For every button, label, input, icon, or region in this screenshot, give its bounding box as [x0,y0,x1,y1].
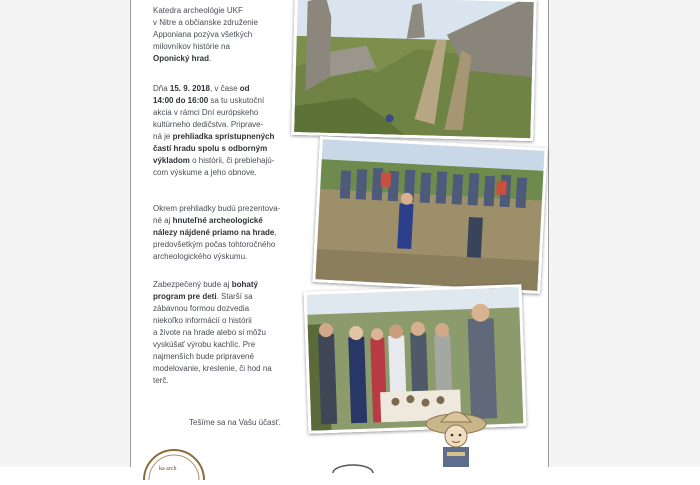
event-time: 14:00 do 16:00 [153,96,209,105]
intro-line: v Nitre a občianske združenie [153,18,258,27]
time-from-label: od [239,84,250,93]
intro-line: milovníkov histórie na [153,42,230,51]
svg-text:ka arch: ka arch [159,466,177,472]
program-highlight: bohatý [231,280,258,289]
tour-highlight: prehliadka sprístupnených [172,132,275,141]
program-text: niekoľko informácií o histórii [153,316,252,325]
program-text: terč. [153,376,169,385]
intro-line: Katedra archeológie UKF [153,6,243,15]
date-text: , v čase [209,84,240,93]
tour-group-photo [312,136,547,294]
program-text: Zabezpečený bude aj [153,280,232,289]
finds-highlight: hnuteľné archeologické [172,216,263,225]
finds-text: Okrem prehliadky budú prezentova- [153,204,281,213]
program-text: zábavnou formou dozvedia [153,304,250,313]
finds-text: né aj [153,216,173,225]
left-margin [0,0,130,467]
date-text: o histórii, či prebiehajú- [189,156,275,165]
closing-line: Tešíme sa na Vašu účasť. [189,418,281,427]
children-program-photo [304,284,527,434]
program-text: a živote na hrade alebo si môžu [153,328,266,337]
date-text: Dňa [153,84,170,93]
finds-highlight: nálezy nájdené priamo na hrade [153,228,275,237]
program-text: modelovanie, kreslenie, či hod na [153,364,272,373]
date-text: com výskume a jeho obnove. [153,168,257,177]
date-text: kultúrneho dedičstva. Priprave- [153,120,264,129]
organizer-logo [139,450,209,480]
punctuation: , [274,228,277,237]
program-text: vyskúšať výrobu kachlíc. Pre [153,340,256,349]
program-text: . Starší sa [216,292,253,301]
date-text: sa tu uskutoční [208,96,265,105]
date-paragraph [153,83,313,179]
program-highlight: program pre deti [153,292,217,301]
date-text: akcia v rámci Dní európskeho [153,108,259,117]
intro-line: Apponiana pozýva všetkých [153,30,253,39]
castle-ruins-photo [291,0,537,141]
tour-highlight: výkladom [153,156,190,165]
date-text: ná je [153,132,173,141]
program-text: najmenších bude pripravené [153,352,254,361]
punctuation: . [209,54,212,63]
knight-figure-illustration [423,406,489,467]
castle-name: Oponický hrad [153,54,210,63]
event-date: 15. 9. 2018 [169,84,210,93]
event-poster [131,0,548,472]
finds-text: predovšetkým počas tohtoročného [153,240,276,249]
intro-paragraph [153,5,313,65]
kids-program-paragraph [153,279,313,387]
finds-paragraph [153,203,313,263]
tour-highlight: častí hradu spolu s odborným [153,144,268,153]
right-margin [548,0,700,467]
finds-text: archeologického výskumu. [153,252,248,261]
poster-right-edge [548,0,549,467]
decorative-arc [331,460,375,470]
